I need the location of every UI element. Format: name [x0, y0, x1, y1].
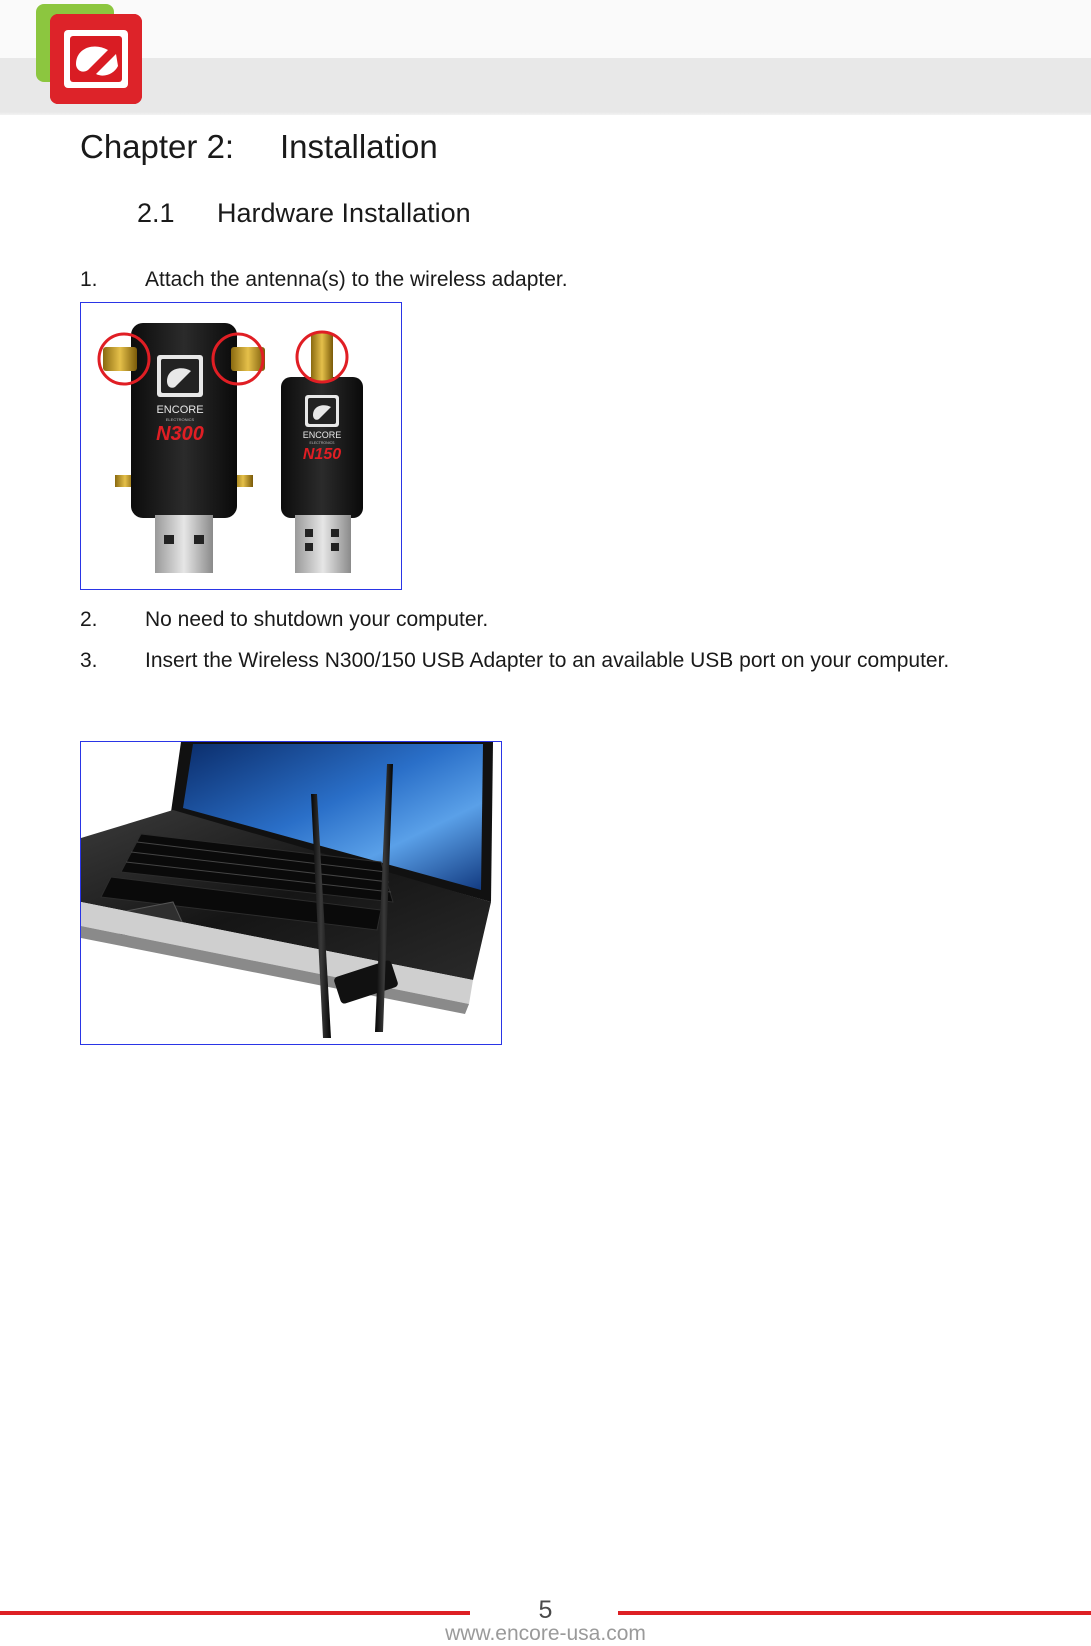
page-number: 5 [538, 1596, 553, 1624]
section-number: 2.1 [137, 198, 175, 228]
n300-adapter [99, 323, 265, 573]
adapter-brand-sub: ELECTRONICS [165, 417, 195, 422]
step-text: Attach the antenna(s) to the wireless adapter. [145, 268, 568, 291]
step-text: No need to shutdown your computer. [145, 608, 489, 631]
n150-adapter [281, 332, 363, 573]
chapter-title [80, 128, 438, 166]
laptop-image [80, 741, 502, 1045]
chapter-number: Chapter 2: [80, 128, 235, 165]
adapter-brand-sub: ELECTRONICS [309, 441, 335, 445]
step-number: 2. [80, 608, 98, 631]
step-number: 3. [80, 649, 98, 672]
chapter-name: Installation [280, 128, 438, 165]
encore-logo-icon [36, 4, 144, 106]
step-number: 1. [80, 268, 98, 291]
adapter-model: N150 [302, 446, 342, 463]
header-band [0, 0, 1091, 115]
section-name: Hardware Installation [217, 198, 471, 228]
section-title [137, 198, 471, 229]
adapter-brand: ENCORE [302, 430, 342, 440]
adapter-brand: ENCORE [156, 404, 204, 416]
footer-url[interactable]: www.encore-usa.com [445, 1622, 646, 1645]
adapters-image [80, 302, 402, 590]
step-text: Insert the Wireless N300/150 USB Adapter to an available USB port on your computer. [145, 649, 950, 672]
adapter-model: N300 [156, 423, 204, 445]
